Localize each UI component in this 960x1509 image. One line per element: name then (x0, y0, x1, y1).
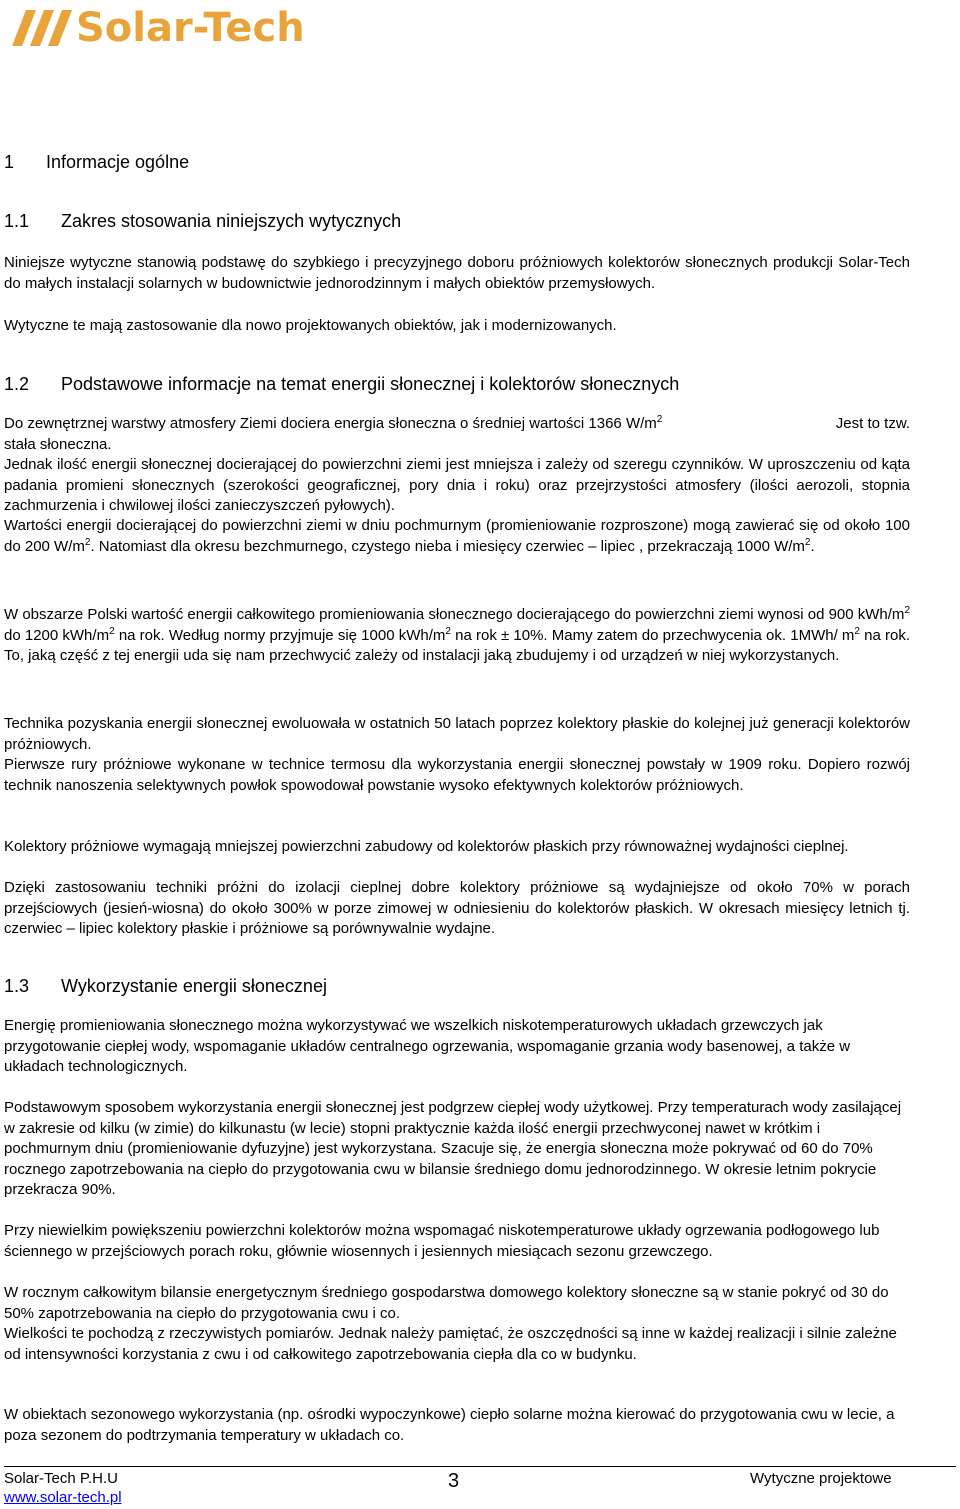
text: Wartości energii docierającej do powierzchni ziemi w dniu pochmurnym (promieniowanie rozproszone) mogą zawierać się od około 100 do 200 W/m (4, 517, 910, 555)
paragraph: Podstawowym sposobem wykorzystania energii słonecznej jest podgrzew ciepłej wody użytkowej. Przy temperaturach wody zasilającej w zakresie od kilku (w zimie) do kilkunastu (w lecie) stopni praktycznie każda ilość energii przechwyconej nawet w krótkim i pochmurnym dniu (promieniowanie dyfuzyjne) jest wykorzystana. Szacuje się, że energia słoneczna może pokrywać od 60 do 70% rocznego zapotrzebowania na ciepło do przygotowania cwu w bilansie średniego domu jednorodzinnego. W okresie letnim pokrycie przekracza 90%. (4, 1099, 902, 1198)
paragraph: Wielkości te pochodzą z rzeczywistych pomiarów. Jednak należy pamiętać, że oszczędności są inne w każdej realizacji i silnie zależne od intensywności korzystania z cwu i od całkowitego zapotrzebowania ciepła dla co w budynku. (4, 1325, 897, 1363)
text: . (810, 537, 815, 555)
footer-doc-title: Wytyczne projektowe (750, 1470, 892, 1487)
section-number: 1.3 (4, 976, 30, 996)
section-1-3-heading (4, 976, 327, 997)
paragraph: Dzięki zastosowaniu techniki próżni do izolacji cieplnej dobre kolektory próżniowe są wydajniejsze od około 70% w porach przejściowych (jesień-wiosna) do około 300% w porze zimowej w odniesieniu do kolektorów płaskich. W okresach miesięcy letnich tj. czerwiec – lipiec kolektory płaskie i próżniowe są porównywalnie wydajne. (4, 879, 910, 937)
section-title: Zakres stosowania niniejszych wytycznych (61, 211, 402, 231)
page-number: 3 (448, 1470, 460, 1492)
section-number: 1.1 (4, 211, 30, 231)
paragraph (4, 605, 910, 667)
superscript: 2 (109, 625, 115, 637)
paragraph (4, 414, 910, 455)
text: na rok. To, jaką część z tej energii uda się nam przechwycić zależy od instalacji jaką zbudujemy i od urządzeń w niej wykorzystanych. (4, 626, 911, 664)
company-logo (10, 6, 305, 50)
superscript: 2 (804, 536, 811, 548)
paragraph: Przy niewielkim powiększeniu powierzchni kolektorów można wspomagać niskotemperaturowe układy ogrzewania podłogowego lub ściennego w przejściowych porach roku, głównie wiosennych i jesiennych miesiącach sezonu grzewczego. (4, 1222, 880, 1260)
logo-slashes-icon (10, 8, 72, 48)
section-1-1-heading (4, 211, 401, 232)
text: na rok. Według normy przyjmuje się 1000 kWh/m (114, 626, 446, 644)
paragraph: Wytyczne te mają zastosowanie dla nowo projektowanych obiektów, jak i modernizowanych. (4, 317, 617, 334)
superscript: 2 (854, 625, 860, 637)
page-footer (0, 1462, 960, 1509)
paragraph: Niniejsze wytyczne stanowią podstawę do szybkiego i precyzyjnego doboru próżniowych kolektorów słonecznych produkcji Solar-Tech do małych instalacji solarnych w budownictwie jednorodzinnym i małych obiektów przemysłowych. (4, 254, 910, 292)
section-number: 1.2 (4, 374, 30, 394)
section-number: 1 (4, 152, 15, 172)
superscript: 2 (84, 536, 91, 548)
paragraph (4, 516, 910, 557)
text: W obszarze Polski wartość energii całkowitego promieniowania słonecznego docierającego do powierzchni ziemi wynosi od 900 kWh/m (4, 606, 905, 623)
paragraph: Kolektory próżniowe wymagają mniejszej powierzchni zabudowy od kolektorów płaskich przy równoważnej wydajności cieplnej. (4, 838, 849, 855)
section-title: Wykorzystanie energii słonecznej (61, 976, 327, 996)
paragraph: Technika pozyskania energii słonecznej ewoluowała w ostatnich 50 latach poprzez kolektory płaskie do kolejnej już generacji kolektorów próżniowych. (4, 715, 910, 753)
footer-company: Solar-Tech P.H.U (4, 1470, 118, 1487)
paragraph: W obiektach sezonowego wykorzystania (np. ośrodki wypoczynkowe) ciepło solarne można kierować do przygotowania cwu w lecie, a poza sezonem do podtrzymania temperatury w układach co. (4, 1406, 895, 1444)
paragraph: Jednak ilość energii słonecznej docierającej do powierzchni ziemi jest mniejsza i zależy od szeregu czynników. W uproszczeniu od kąta padania promieni słonecznych (szerokości geograficznej, pory dnia i roku) oraz przejrzystości atmosfery (ilości aerozoli, stopnia zachmurzenia i chwilowej ilości zanieczyszczeń pyłowych). (4, 456, 910, 514)
section-1-heading (4, 152, 189, 173)
superscript: 2 (904, 605, 910, 616)
footer-website-link[interactable]: www.solar-tech.pl (4, 1489, 122, 1506)
text: do 1200 kWh/m (4, 626, 110, 644)
text: stała słoneczna. (4, 435, 112, 453)
logo-text: Solar-Tech (76, 5, 305, 51)
text: Do zewnętrznej warstwy atmosfery Ziemi dociera energia słoneczna o średniej wartości 1366 W/m (4, 415, 657, 432)
text: . Natomiast dla okresu bezchmurnego, czystego nieba i miesięcy czerwiec – lipiec , przekraczają 1000 W/m (90, 537, 805, 555)
paragraph: Pierwsze rury próżniowe wykonane w technice termosu dla wykorzystania energii słonecznej powstały w 1909 roku. Dopiero rozwój technik nanoszenia selektywnych powłok spowodował powstanie wysoko efektywnych kolektorów próżniowych. (4, 756, 910, 794)
section-1-2-heading (4, 374, 679, 395)
paragraph: Energię promieniowania słonecznego można wykorzystywać we wszelkich niskotemperaturowych układach grzewczych jak przygotowanie ciepłej wody, wspomaganie układów centralnego ogrzewania, wspomaganie grzania wody basenowej, a także w układach technologicznych. (4, 1017, 851, 1075)
superscript: 2 (445, 625, 451, 637)
text: Jest to tzw. (835, 415, 910, 432)
superscript: 2 (656, 414, 663, 425)
section-title: Informacje ogólne (46, 152, 190, 172)
footer-divider (4, 1466, 956, 1467)
paragraph: W rocznym całkowitym bilansie energetycznym średniego gospodarstwa domowego kolektory słoneczne są w stanie pokryć od 30 do 50% zapotrzebowania na ciepło do przygotowania cwu i co. (4, 1284, 889, 1322)
section-title: Podstawowe informacje na temat energii słonecznej i kolektorów słonecznych (61, 374, 680, 394)
text: na rok ± 10%. Mamy zatem do przechwycenia ok. 1MWh/ m (450, 626, 855, 644)
